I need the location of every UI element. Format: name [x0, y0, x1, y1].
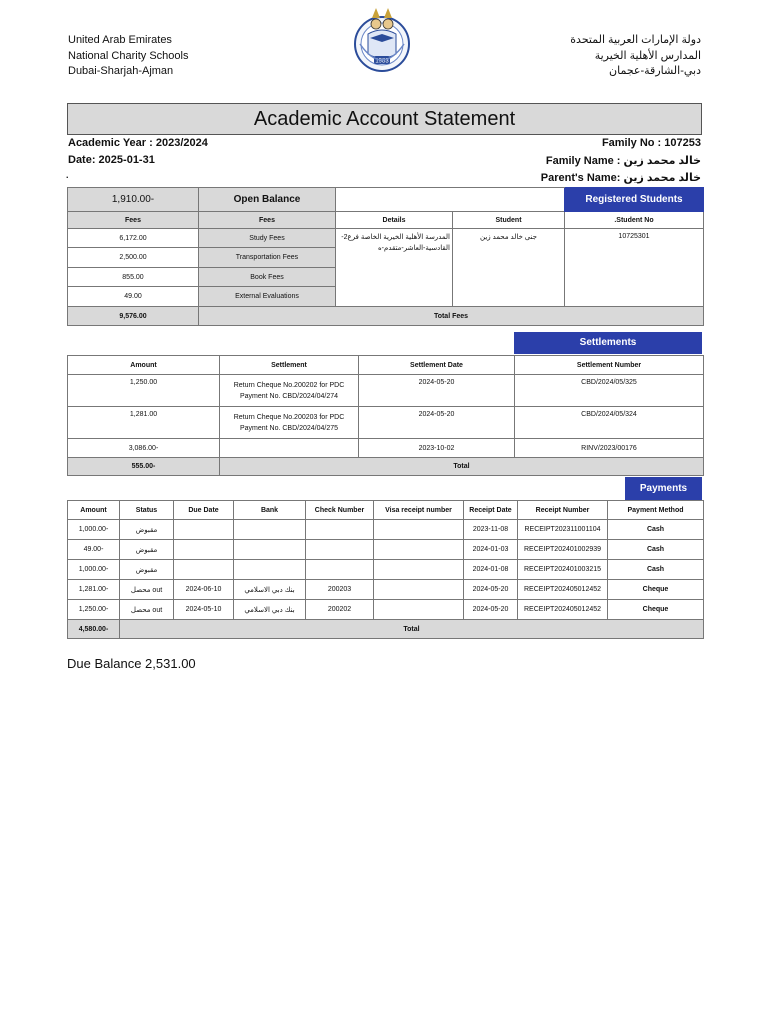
settlement-amount-header: Amount — [68, 356, 220, 375]
payment-amount: 1,250.00- — [68, 600, 120, 620]
settlement-header: Settlement — [220, 356, 359, 375]
payment-amount-header: Amount — [68, 501, 120, 520]
fee-amount: 2,500.00 — [68, 248, 199, 268]
settlements-total-row — [68, 458, 704, 476]
payment-visa — [374, 520, 464, 540]
settlement-amount: 1,250.00 — [68, 375, 220, 407]
payment-amount: 49.00- — [68, 540, 120, 560]
header-right-line: المدارس الأهلية الخيرية — [594, 49, 701, 62]
payment-receipt-number-header: Receipt Number — [518, 501, 608, 520]
settlement-date: 2024-05-20 — [359, 375, 515, 407]
open-balance-value: 1,910.00- — [68, 188, 199, 212]
academic-year: Academic Year : 2023/2024 — [68, 137, 208, 149]
school-logo — [352, 4, 412, 82]
payment-method: Cheque — [608, 580, 704, 600]
payment-receipt-date: 2024-05-20 — [464, 580, 518, 600]
payment-amount: 1,281.00- — [68, 580, 120, 600]
settlements-total-value: 555.00- — [68, 458, 220, 476]
payment-receipt-number: RECEIPT202405012452 — [518, 600, 608, 620]
settlement-number-header: Settlement Number — [515, 356, 704, 375]
payments-total-label: Total — [120, 620, 704, 639]
settlements-label: Settlements — [514, 332, 702, 354]
payment-method-header: Payment Method — [608, 501, 704, 520]
header-left-line: Dubai-Sharjah-Ajman — [68, 65, 174, 77]
table-row — [68, 520, 704, 540]
header-left-line: National Charity Schools — [68, 49, 189, 62]
payment-bank — [234, 540, 306, 560]
payment-due-date — [174, 560, 234, 580]
registered-students-label: Registered Students — [565, 188, 704, 212]
payment-status: مقبوض — [120, 560, 174, 580]
fee-amount: 855.00 — [68, 268, 199, 287]
settlement-number: CBD/2024/05/324 — [515, 407, 704, 439]
payments-label: Payments — [625, 477, 702, 500]
payment-receipt-date-header: Receipt Date — [464, 501, 518, 520]
payment-amount: 1,000.00- — [68, 560, 120, 580]
payments-total-row — [68, 620, 704, 639]
payment-due-date: 2024-06-10 — [174, 580, 234, 600]
family-name: Family Name : خالد محمد زين — [545, 155, 701, 167]
payment-due-date: 2024-05-10 — [174, 600, 234, 620]
payments-total-value: 4,580.00- — [68, 620, 120, 639]
fee-details: المدرسة الأهلية الخيرية الخاصة فرع2-القادسية-العاشر-متقدم-ه — [336, 229, 453, 307]
fees-total-label: Total Fees — [199, 307, 704, 326]
student-no-col-header: .Student No — [565, 212, 704, 229]
table-row — [68, 600, 704, 620]
settlement-desc — [220, 439, 359, 458]
settlement-date: 2024-05-20 — [359, 407, 515, 439]
details-col-header: Details — [336, 212, 453, 229]
payment-bank: بنك دبي الاسلامي — [234, 580, 306, 600]
settlement-number: CBD/2024/05/325 — [515, 375, 704, 407]
settlement-desc: Return Cheque No.200202 for PDC Payment No. CBD/2024/04/274 — [220, 375, 359, 407]
table-row — [68, 407, 704, 439]
logo-year: 1983 — [375, 58, 389, 65]
table-row — [68, 439, 704, 458]
page-title: Academic Account Statement — [67, 103, 702, 135]
header-left-line: United Arab Emirates — [68, 34, 172, 46]
student-col-header: Student — [453, 212, 565, 229]
payment-bank — [234, 560, 306, 580]
payment-bank — [234, 520, 306, 540]
fee-type: Transportation Fees — [199, 248, 336, 268]
fees-total-value: 9,576.00 — [68, 307, 199, 326]
fees-total-row — [68, 307, 704, 326]
payments-table — [67, 500, 704, 639]
payment-receipt-date: 2024-01-03 — [464, 540, 518, 560]
fees-table — [67, 187, 704, 326]
payment-visa-header: Visa receipt number — [374, 501, 464, 520]
student-no: 10725301 — [565, 229, 704, 307]
settlement-number: RINV/2023/00176 — [515, 439, 704, 458]
header-left-address — [68, 33, 188, 80]
payment-method: Cash — [608, 540, 704, 560]
table-row — [68, 540, 704, 560]
settlements-table — [67, 355, 704, 476]
payment-visa — [374, 540, 464, 560]
payment-due-date-header: Due Date — [174, 501, 234, 520]
fee-amount: 6,172.00 — [68, 229, 199, 248]
payment-receipt-date: 2024-01-08 — [464, 560, 518, 580]
payment-status: out محصل — [120, 600, 174, 620]
settlement-amount: 1,281.00 — [68, 407, 220, 439]
spacer — [336, 188, 565, 212]
due-balance: Due Balance 2,531.00 — [67, 656, 196, 671]
statement-date: Date: 2025-01-31 — [68, 154, 155, 166]
settlement-date-header: Settlement Date — [359, 356, 515, 375]
payment-receipt-number: RECEIPT202311001104 — [518, 520, 608, 540]
payment-visa — [374, 600, 464, 620]
payment-visa — [374, 560, 464, 580]
payment-receipt-date: 2024-05-20 — [464, 600, 518, 620]
table-row — [68, 229, 704, 248]
payment-status: out محصل — [120, 580, 174, 600]
payment-bank: بنك دبي الاسلامي — [234, 600, 306, 620]
payment-status-header: Status — [120, 501, 174, 520]
payment-check — [306, 540, 374, 560]
payment-check — [306, 560, 374, 580]
payment-receipt-number: RECEIPT202405012452 — [518, 580, 608, 600]
table-row — [68, 375, 704, 407]
family-no: Family No : 107253 — [601, 137, 701, 149]
settlement-date: 2023-10-02 — [359, 439, 515, 458]
payment-visa — [374, 580, 464, 600]
payment-method: Cheque — [608, 600, 704, 620]
payment-check: 200202 — [306, 600, 374, 620]
payment-method: Cash — [608, 560, 704, 580]
fees-col-header: Fees — [199, 212, 336, 229]
settlement-desc: Return Cheque No.200203 for PDC Payment No. CBD/2024/04/275 — [220, 407, 359, 439]
payment-due-date — [174, 520, 234, 540]
parent-name: Parent's Name: خالد محمد زين — [540, 172, 701, 184]
fee-type: Book Fees — [199, 268, 336, 287]
fee-amount: 49.00 — [68, 287, 199, 307]
payment-due-date — [174, 540, 234, 560]
settlements-total-label: Total — [220, 458, 704, 476]
payment-receipt-number: RECEIPT202401003215 — [518, 560, 608, 580]
payment-status: مقبوض — [120, 520, 174, 540]
header-right-line: دبي-الشارقة-عجمان — [609, 65, 701, 77]
settlement-amount: 3,086.00- — [68, 439, 220, 458]
payment-check — [306, 520, 374, 540]
table-row — [68, 560, 704, 580]
meta-dot: . — [66, 170, 69, 180]
open-balance-label: Open Balance — [199, 188, 336, 212]
payment-status: مقبوض — [120, 540, 174, 560]
payment-bank-header: Bank — [234, 501, 306, 520]
header-right-address — [570, 33, 701, 80]
payment-method: Cash — [608, 520, 704, 540]
payment-amount: 1,000.00- — [68, 520, 120, 540]
fee-type: External Evaluations — [199, 287, 336, 307]
payment-check: 200203 — [306, 580, 374, 600]
payment-receipt-number: RECEIPT202401002939 — [518, 540, 608, 560]
payment-check-header: Check Number — [306, 501, 374, 520]
table-row — [68, 580, 704, 600]
header-right-line: دولة الإمارات العربية المتحدة — [570, 34, 701, 46]
student-name: جنى خالد محمد زين — [453, 229, 565, 307]
fee-type: Study Fees — [199, 229, 336, 248]
payment-receipt-date: 2023-11-08 — [464, 520, 518, 540]
fees-col-header: Fees — [68, 212, 199, 229]
